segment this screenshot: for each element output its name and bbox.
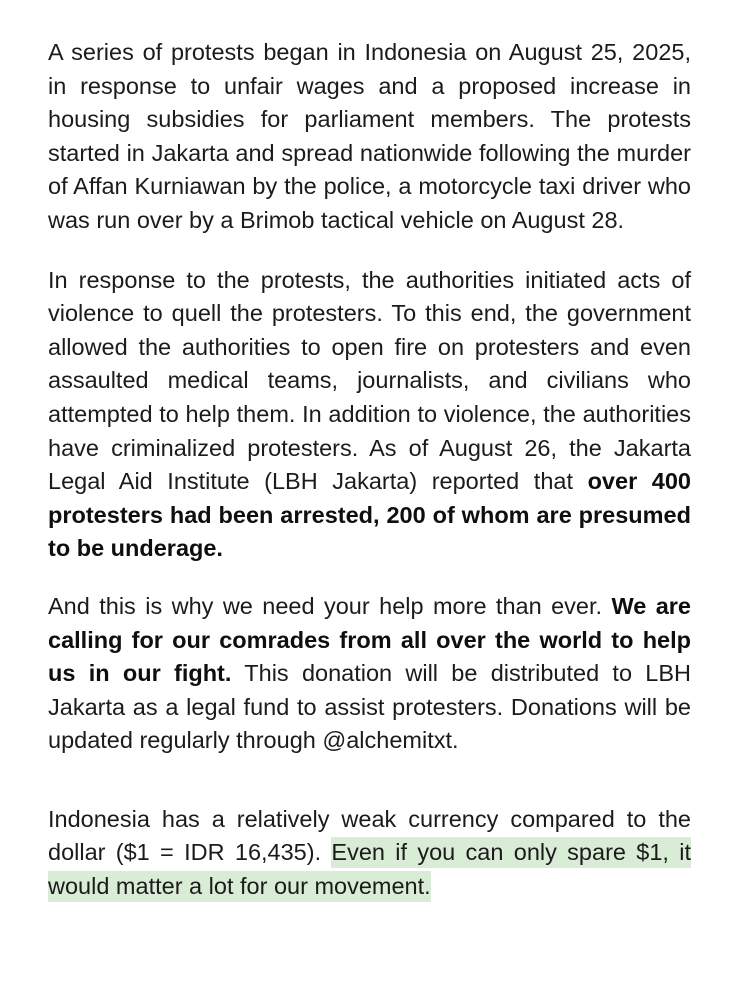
paragraph-2-text: In response to the protests, the authorities initiated acts of violence to quell the protesters. To this end, the government allowed the authorities to open fire on protesters and even assaulted medical teams, journalists, and civilians who attempted to help them. In addition to violence, the authorities have criminalized protesters. As of August 26, the Jakarta Legal Aid Institute (LBH Jakarta) reported that [48, 266, 691, 495]
paragraph-authorities-response [48, 264, 691, 566]
paragraph-call-for-help [48, 590, 691, 758]
donation-highlight: Even if you can only spare $1, it would matter a lot for our movement. [48, 837, 691, 902]
paragraph-4-text: Indonesia has a relatively weak currency compared to the dollar ($1 = IDR 16,435). [48, 805, 691, 866]
paragraph-currency-note [48, 803, 691, 904]
paragraph-protests-background [48, 36, 691, 238]
call-to-comrades-bold: We are calling for our comrades from all over the world to help us in our fight. [48, 592, 691, 687]
paragraph-3-intro: And this is why we need your help more than ever. [48, 592, 612, 619]
paragraph-3-rest: This donation will be distributed to LBH Jakarta as a legal fund to assist protesters. Donations will be updated regularly through @alchemitxt. [48, 660, 692, 754]
arrest-count-bold: over 400 protesters had been arrested, 200 of whom are presumed to be underage. [48, 468, 691, 562]
document-body [48, 36, 691, 904]
paragraph-1-text: A series of protests began in Indonesia on August 25, 2025, in response to unfair wages and a proposed increase in housing subsidies for parliament members. The protests started in Jakarta and spread nationwide following the murder of Affan Kurniawan by the police, a motorcycle taxi driver who was run over by a Brimob tactical vehicle on August 28. [48, 39, 691, 233]
